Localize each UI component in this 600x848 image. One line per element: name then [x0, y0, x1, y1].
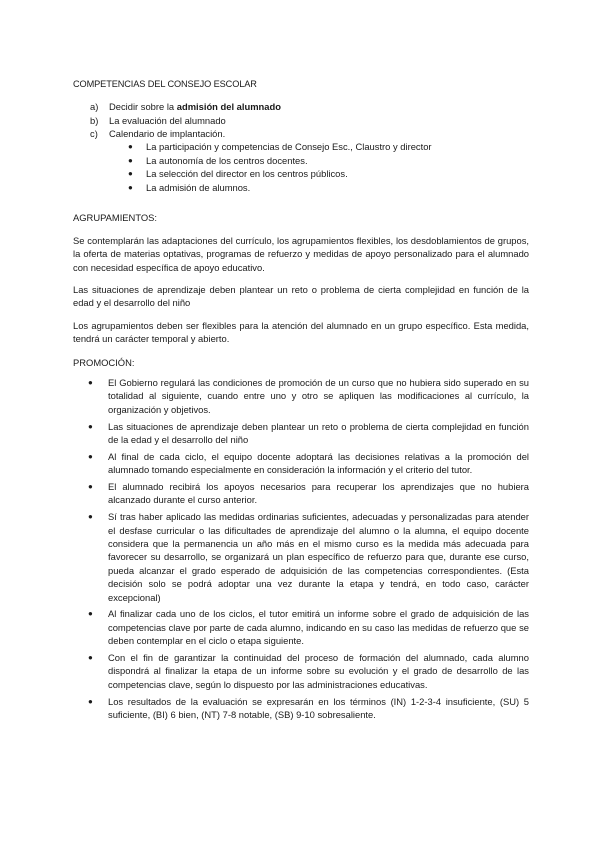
- paragraph: Las situaciones de aprendizaje deben plantear un reto o problema de cierta complejidad en función de la edad y el desarrollo del niño: [73, 284, 529, 309]
- list-item-text: El alumnado recibirá los apoyos necesarios para recuperar los aprendizajes que no hubiera alcanzado durante el curso anterior.: [108, 481, 529, 506]
- list-marker: b): [90, 114, 99, 126]
- list-marker: c): [90, 128, 98, 140]
- list-item-label: La autonomía de los centros docentes.: [146, 154, 308, 166]
- list-item: [88, 376, 529, 416]
- list-item: [128, 181, 508, 195]
- list-item: [88, 651, 529, 691]
- bullet-icon: ●: [88, 653, 93, 663]
- list-item-label: La evaluación del alumnado: [109, 114, 226, 126]
- list-item: [88, 420, 529, 447]
- bullet-icon: ●: [88, 451, 93, 461]
- bullet-icon: ●: [88, 482, 93, 492]
- list-item-text: [109, 100, 281, 114]
- list-marker: a): [90, 101, 99, 112]
- bullet-icon: ●: [128, 155, 133, 165]
- list-item-text: Al final de cada ciclo, el equipo docente adoptará las decisiones relativas a la promoción del alumnado tomando especialmente en consideración la información y el criterio del tutor.: [108, 450, 529, 476]
- promocion-heading: PROMOCIÓN:: [73, 357, 135, 368]
- list-item-label: Calendario de implantación.: [109, 128, 226, 140]
- list-item: [88, 510, 529, 604]
- bullet-icon: ●: [128, 169, 133, 179]
- list-item-text: Al finalizar cada uno de los ciclos, el tutor emitirá un informe sobre el grado de adquisición de las competencias clave por parte de cada alumno, indicando en su caso las medidas de refuerzo que se deben contemplar en el ciclo o etapa siguiente.: [108, 608, 529, 647]
- list-item: [128, 154, 508, 168]
- list-item-label: Decidir sobre la: [109, 101, 177, 112]
- list-item: [128, 140, 508, 154]
- list-item: [90, 114, 530, 128]
- paragraph: Se contemplarán las adaptaciones del currículo, los agrupamientos flexibles, los desdoblamientos de grupos, la oferta de materias optativas, programas de refuerzo y medidas de apoyo personalizado para el alumnado con necesidad específica de apoyo educativo.: [73, 235, 529, 273]
- bullet-icon: ●: [128, 142, 133, 151]
- list-item: [90, 127, 530, 141]
- list-item: [88, 607, 529, 647]
- list-item: [88, 695, 529, 722]
- bullet-icon: ●: [88, 512, 93, 522]
- bullet-icon: ●: [88, 378, 93, 387]
- list-item-text: Las situaciones de aprendizaje deben plantear un reto o problema de cierta complejidad en función de la edad y el desarrollo del niño: [108, 420, 529, 446]
- list-item: [90, 100, 530, 114]
- list-item-text: Los resultados de la evaluación se expresarán en los términos (IN) 1-2-3-4 insuficiente, (SU) 5 suficiente, (BI) 6 bien, (NT) 7-8 notable, (SB) 9-10 sobresaliente.: [108, 695, 529, 721]
- list-item: [88, 450, 529, 477]
- list-item-bold-text: admisión del alumnado: [176, 101, 281, 112]
- agrupamientos-heading: AGRUPAMIENTOS:: [73, 212, 158, 223]
- list-item-text: El Gobierno regulará las condiciones de promoción de un curso que no hubiera sido superado en su totalidad al siguiente, cuando entre uno y otro se apliquen las modificaciones al currículo, la organización y objetivos.: [108, 377, 529, 415]
- bullet-icon: ●: [128, 182, 133, 192]
- bullet-icon: ●: [88, 421, 93, 431]
- list-item-label: La selección del director en los centros públicos.: [146, 168, 348, 180]
- promocion-list: [88, 376, 529, 725]
- page-title: COMPETENCIAS DEL CONSEJO ESCOLAR: [73, 79, 257, 89]
- bullet-icon: ●: [88, 696, 93, 706]
- list-item-label: La admisión de alumnos.: [146, 181, 251, 193]
- bullet-icon: ●: [88, 609, 93, 619]
- sub-bullet-list: [128, 140, 508, 194]
- list-item: [128, 167, 508, 181]
- list-item-text: Sí tras haber aplicado las medidas ordinarias suficientes, adecuadas y personalizadas para atender el desfase curricular o las dificultades de aprendizaje del alumno o la alumna, el equipo docente considera que la permanencia un año más en el mismo curso es la medida más adecuada para favorecer su desarrollo, se organizará un plan específico de refuerzo para que, durante ese curso, pueda alcanzar el grado esperado de adquisición de las competencias correspondientes. (Esta decisión solo se podrá adoptar una vez durante la etapa y tendrá, en todo caso, carácter excepcional): [108, 511, 529, 603]
- ordered-list: [90, 100, 530, 141]
- list-item-label: La participación y competencias de Consejo Esc., Claustro y director: [146, 141, 432, 152]
- paragraph: Los agrupamientos deben ser flexibles para la atención del alumnado en un grupo específico. Esta medida, tendrá un carácter temporal y abierto.: [73, 320, 529, 345]
- list-item: [88, 480, 529, 507]
- list-item-text: Con el fin de garantizar la continuidad del proceso de formación del alumnado, cada alumno dispondrá al finalizar la etapa de un informe sobre su evolución y el grado de desarrollo de las competencias clave, según lo dispuesto por las administraciones educativas.: [108, 652, 529, 690]
